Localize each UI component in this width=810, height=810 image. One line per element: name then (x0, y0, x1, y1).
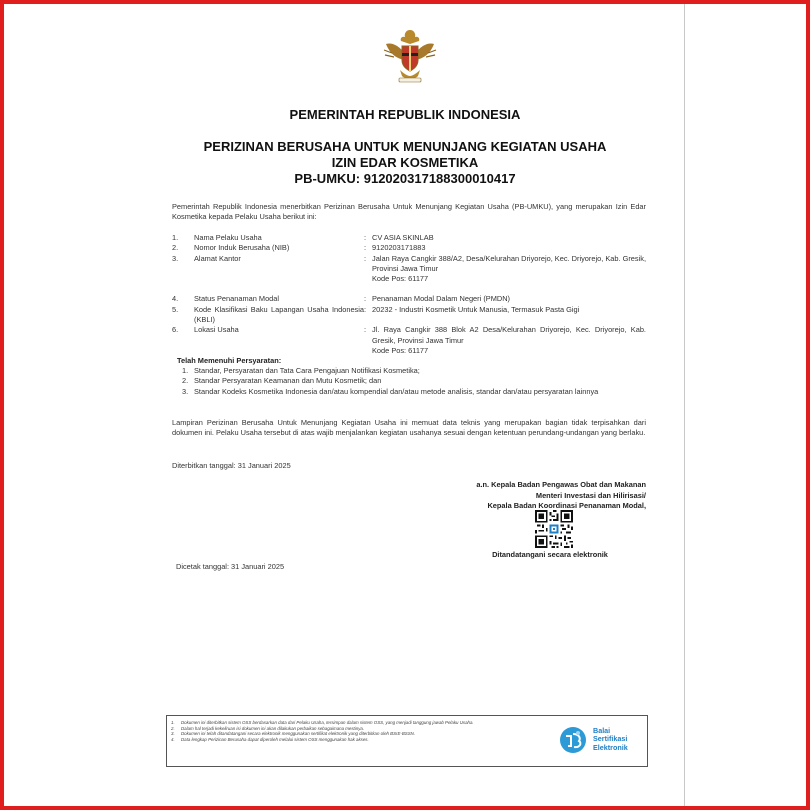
list-item (182, 387, 646, 397)
intro-paragraph: Pemerintah Republik Indonesia menerbitkan Perizinan Berusaha Untuk Menunjang Kegiatan Usaha (PB-UMKU), yang merupakan Izin Edar Kosmetika kepada Pelaku Usaha berikut ini: (172, 202, 646, 222)
qr-code-icon (535, 510, 573, 548)
bsre-line3: Elektronik (593, 742, 628, 752)
info-label: Status Penanaman Modal (194, 294, 280, 304)
note-number: 2. (171, 725, 175, 731)
closing-paragraph: Lampiran Perizinan Berusaha Untuk Menunjang Kegiatan Usaha ini memuat data teknis yang merupakan bagian tidak terpisahkan dari dokumen ini. Pelaku Usaha tersebut di atas wajib menjalankan kegiatan usahanya sesuai dengan ketentuan perundang-undangan yang berlaku. (172, 418, 646, 438)
electronic-signature-note: Ditandatangani secara elektronik (492, 550, 608, 559)
list-item (182, 366, 646, 376)
business-info-list (172, 233, 646, 356)
printed-date: Dicetak tanggal: 31 Januari 2025 (176, 562, 285, 571)
page-edge (684, 4, 685, 806)
info-label: Alamat Kantor (194, 253, 241, 263)
info-value: CV ASIA SKINLAB (372, 233, 434, 242)
signature-line3: Kepala Badan Koordinasi Penanaman Modal, (487, 501, 646, 510)
location-text: Jl. Raya Cangkir 388 Blok A2 Desa/Kelurahan Driyorejo, Kec. Driyorejo, Kab. Gresik, Provinsi Jawa Timur (372, 325, 646, 345)
info-label: Nama Pelaku Usaha (194, 233, 262, 242)
info-number: 5. (172, 304, 179, 314)
item-text: Standar, Persyaratan dan Tata Cara Pengajuan Notifikasi Kosmetika; (194, 366, 420, 375)
requirements-list (182, 366, 646, 397)
info-separator: : (364, 304, 367, 314)
list-item (171, 737, 551, 743)
info-value: 20232 - Industri Kosmetik Untuk Manusia, Termasuk Pasta Gigi (372, 304, 580, 314)
note-number: 3. (171, 731, 175, 737)
signature-line2: Menteri Investasi dan Hilirisasi/ (535, 490, 646, 500)
note-text: Dalam hal terjadi kekeliruan isi dokumen ini akan dilakukan perbaikan sebagaimana mestinya. (181, 725, 365, 731)
info-row-investment-status (172, 294, 646, 304)
info-row-nib (172, 243, 646, 253)
info-separator: : (364, 294, 367, 304)
footer-notes-list (171, 720, 551, 742)
postal-code: Kode Pos: 61177 (372, 274, 429, 284)
info-value (372, 325, 646, 356)
item-number: 1. (182, 366, 189, 375)
postal-code: Kode Pos: 61177 (372, 345, 429, 355)
signature-block (440, 480, 646, 512)
info-separator: : (364, 325, 367, 335)
bsre-line2: Sertifikasi (593, 734, 628, 744)
signature-line1: a.n. Kepala Badan Pengawas Obat dan Makanan (476, 480, 646, 489)
info-separator: : (364, 233, 367, 242)
note-number: 4. (171, 736, 175, 742)
info-number: 6. (172, 325, 179, 335)
garuda-emblem-icon (382, 26, 438, 84)
note-text: Dokumen ini diterbitkan sistem OSS berdasarkan data dari Pelaku Usaha, tersimpan dalam sistem OSS, yang menjadi tanggung jawab Pelaku Usaha. (181, 720, 474, 725)
footer-notes-box (166, 715, 648, 767)
requirements-title: Telah Memenuhi Persyaratan: (177, 356, 282, 365)
document-page (127, 6, 684, 806)
info-label: Nomor Induk Berusaha (NIB) (194, 243, 290, 253)
license-number: PB-UMKU: 912020317188300010417 (294, 171, 516, 186)
info-separator: : (364, 253, 367, 263)
info-separator: : (364, 243, 367, 253)
info-number: 2. (172, 243, 179, 253)
government-title: PEMERINTAH REPUBLIK INDONESIA (289, 107, 521, 122)
info-row-business-location (172, 325, 646, 356)
note-text: Dokumen ini telah ditandatangani secara elektronik menggunakan sertifikat elektronik yang diterbitkan oleh BSrE-BSSN. (181, 731, 416, 737)
bsre-line1: Balai (593, 726, 611, 735)
info-number: 3. (172, 253, 179, 263)
note-number: 1. (171, 720, 175, 725)
address-text: Jalan Raya Cangkir 388/A2, Desa/Kelurahan Driyorejo, Kec. Driyorejo, Kab. Gresik, Provinsi Jawa Timur (372, 253, 646, 273)
info-row-office-address (172, 254, 646, 285)
item-text: Standar Persyaratan Keamanan dan Mutu Kosmetik; dan (194, 376, 382, 386)
bsre-name (593, 727, 628, 752)
license-title-line1: PERIZINAN BERUSAHA UNTUK MENUNJANG KEGIATAN USAHA (203, 139, 607, 154)
info-value: Penanaman Modal Dalam Negeri (PMDN) (372, 294, 511, 304)
info-label: Kode Klasifikasi Baku Lapangan Usaha Indonesia (KBLI) (194, 304, 364, 325)
info-row-kbli (172, 305, 646, 326)
info-row-name (172, 233, 646, 243)
license-title-line2: IZIN EDAR KOSMETIKA (331, 155, 479, 170)
item-text: Standar Kodeks Kosmetika Indonesia dan/atau kompendial dan/atau metode analisis, standar dan/atau persyaratan lainnya (194, 386, 599, 396)
list-item (182, 376, 646, 386)
note-text: Data lengkap Perizinan Berusaha dapat diperoleh melalui sistem OSS menggunakan hak akses. (181, 736, 369, 742)
item-number: 3. (182, 386, 189, 396)
info-number: 1. (172, 233, 179, 242)
info-value (372, 254, 646, 285)
info-label: Lokasi Usaha (194, 325, 239, 335)
info-number: 4. (172, 294, 179, 304)
license-title (130, 139, 680, 187)
issued-date: Diterbitkan tanggal: 31 Januari 2025 (172, 461, 291, 470)
info-value: 9120203171883 (372, 243, 426, 253)
item-number: 2. (182, 376, 189, 386)
